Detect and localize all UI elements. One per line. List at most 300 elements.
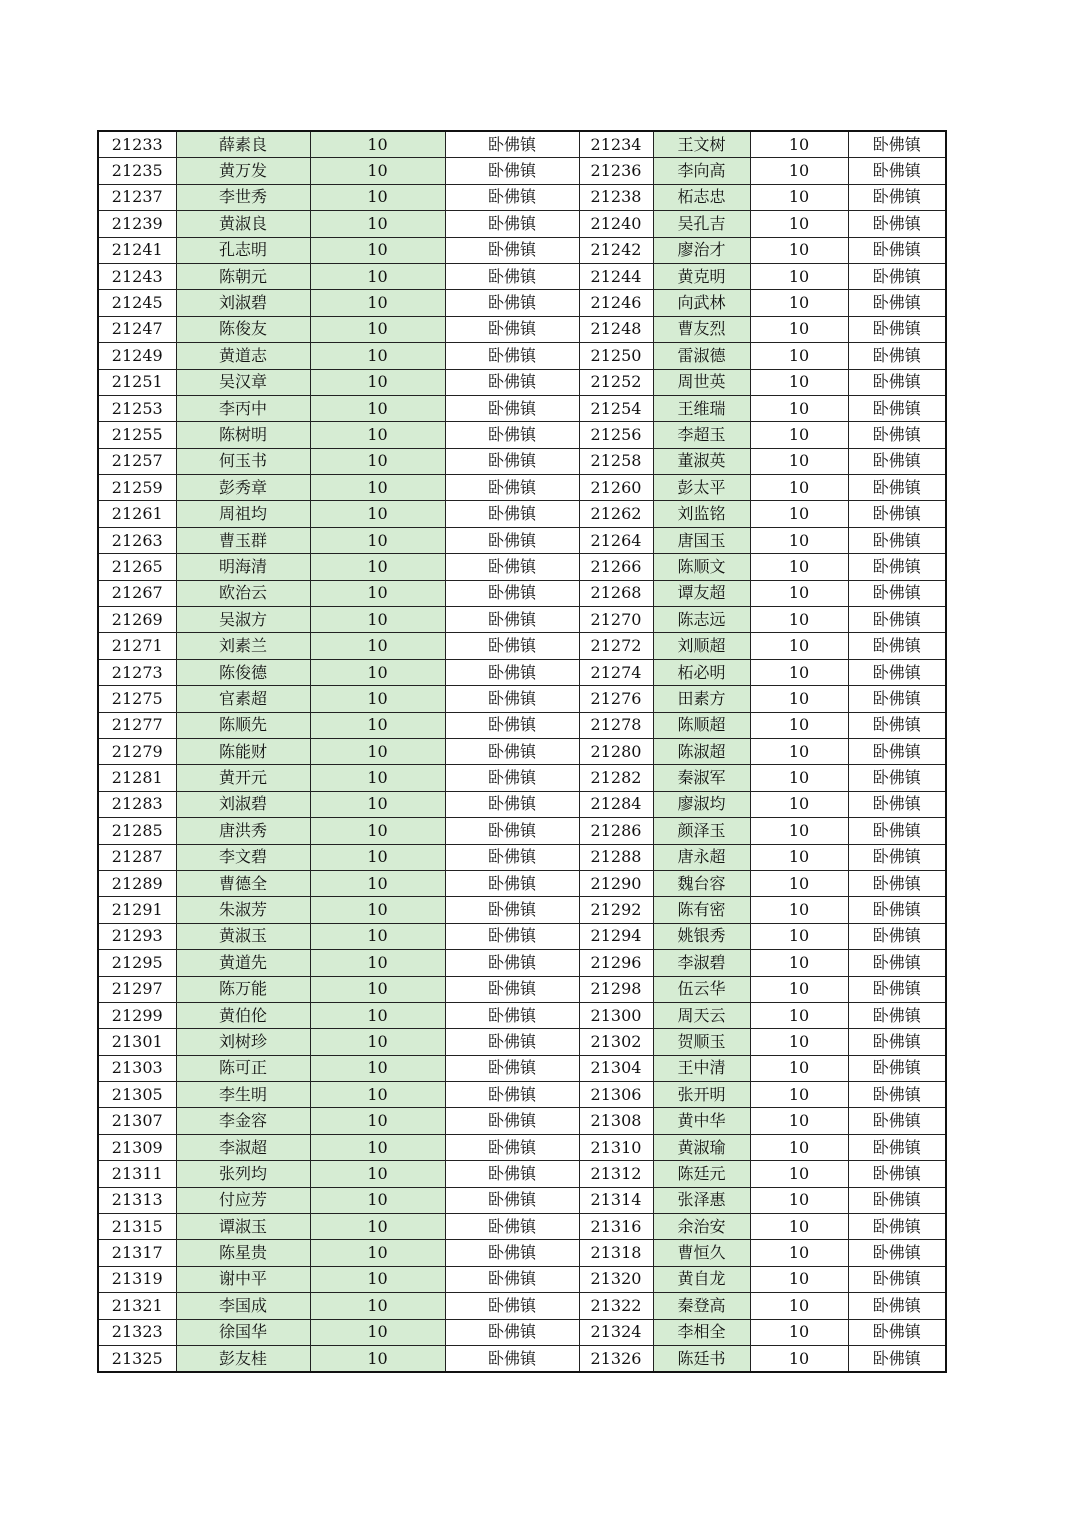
town-cell: 卧佛镇 [445,897,579,923]
name-cell: 吴淑方 [176,607,310,633]
id-cell: 21301 [98,1029,176,1055]
id-cell: 21233 [98,131,176,158]
name-cell: 黄自龙 [653,1266,750,1292]
count-cell: 10 [310,765,445,791]
name-cell: 李淑超 [176,1134,310,1160]
roster-table [97,130,947,1373]
table-row [98,448,946,474]
name-cell: 张泽惠 [653,1187,750,1213]
count-cell: 10 [750,633,848,659]
town-cell: 卧佛镇 [848,818,946,844]
table-row [98,1187,946,1213]
name-cell: 谭友超 [653,580,750,606]
id-cell: 21305 [98,1082,176,1108]
name-cell: 王文树 [653,131,750,158]
id-cell: 21309 [98,1134,176,1160]
name-cell: 刘顺超 [653,633,750,659]
id-cell: 21245 [98,290,176,316]
table-row [98,1214,946,1240]
id-cell: 21241 [98,237,176,263]
town-cell: 卧佛镇 [848,633,946,659]
name-cell: 周天云 [653,1002,750,1028]
count-cell: 10 [750,263,848,289]
town-cell: 卧佛镇 [848,1055,946,1081]
count-cell: 10 [310,1134,445,1160]
count-cell: 10 [310,343,445,369]
id-cell: 21294 [579,923,653,949]
town-cell: 卧佛镇 [445,1082,579,1108]
id-cell: 21303 [98,1055,176,1081]
name-cell: 陈可正 [176,1055,310,1081]
town-cell: 卧佛镇 [848,1029,946,1055]
id-cell: 21247 [98,316,176,342]
id-cell: 21323 [98,1319,176,1345]
count-cell: 10 [310,501,445,527]
count-cell: 10 [750,897,848,923]
town-cell: 卧佛镇 [445,1002,579,1028]
count-cell: 10 [310,870,445,896]
town-cell: 卧佛镇 [848,686,946,712]
id-cell: 21317 [98,1240,176,1266]
town-cell: 卧佛镇 [445,422,579,448]
count-cell: 10 [750,1187,848,1213]
count-cell: 10 [310,1108,445,1134]
name-cell: 周祖均 [176,501,310,527]
name-cell: 陈俊友 [176,316,310,342]
table-row [98,765,946,791]
count-cell: 10 [750,1029,848,1055]
name-cell: 颜泽玉 [653,818,750,844]
town-cell: 卧佛镇 [445,738,579,764]
table-row [98,422,946,448]
count-cell: 10 [750,1214,848,1240]
name-cell: 张开明 [653,1082,750,1108]
town-cell: 卧佛镇 [848,475,946,501]
town-cell: 卧佛镇 [445,1108,579,1134]
town-cell: 卧佛镇 [445,870,579,896]
id-cell: 21249 [98,343,176,369]
town-cell: 卧佛镇 [848,501,946,527]
count-cell: 10 [310,211,445,237]
id-cell: 21244 [579,263,653,289]
name-cell: 付应芳 [176,1187,310,1213]
count-cell: 10 [750,158,848,184]
table-row [98,897,946,923]
table-row [98,501,946,527]
id-cell: 21314 [579,1187,653,1213]
name-cell: 黄伯伦 [176,1002,310,1028]
town-cell: 卧佛镇 [848,870,946,896]
town-cell: 卧佛镇 [848,1214,946,1240]
town-cell: 卧佛镇 [445,1345,579,1372]
count-cell: 10 [310,290,445,316]
id-cell: 21318 [579,1240,653,1266]
town-cell: 卧佛镇 [445,633,579,659]
town-cell: 卧佛镇 [445,501,579,527]
count-cell: 10 [750,1002,848,1028]
count-cell: 10 [750,870,848,896]
name-cell: 曹恒久 [653,1240,750,1266]
id-cell: 21274 [579,659,653,685]
name-cell: 李生明 [176,1082,310,1108]
town-cell: 卧佛镇 [445,448,579,474]
id-cell: 21281 [98,765,176,791]
name-cell: 曹玉群 [176,527,310,553]
count-cell: 10 [310,580,445,606]
town-cell: 卧佛镇 [445,712,579,738]
id-cell: 21293 [98,923,176,949]
id-cell: 21319 [98,1266,176,1292]
name-cell: 陈廷书 [653,1345,750,1372]
count-cell: 10 [750,686,848,712]
id-cell: 21298 [579,976,653,1002]
count-cell: 10 [750,184,848,210]
count-cell: 10 [750,1108,848,1134]
id-cell: 21243 [98,263,176,289]
id-cell: 21237 [98,184,176,210]
count-cell: 10 [310,1002,445,1028]
id-cell: 21282 [579,765,653,791]
count-cell: 10 [750,211,848,237]
id-cell: 21253 [98,395,176,421]
name-cell: 王维瑞 [653,395,750,421]
name-cell: 李世秀 [176,184,310,210]
town-cell: 卧佛镇 [848,1002,946,1028]
id-cell: 21289 [98,870,176,896]
town-cell: 卧佛镇 [445,237,579,263]
name-cell: 魏台容 [653,870,750,896]
id-cell: 21277 [98,712,176,738]
name-cell: 向武林 [653,290,750,316]
id-cell: 21242 [579,237,653,263]
town-cell: 卧佛镇 [848,976,946,1002]
town-cell: 卧佛镇 [848,1319,946,1345]
id-cell: 21263 [98,527,176,553]
id-cell: 21240 [579,211,653,237]
count-cell: 10 [750,131,848,158]
table-row [98,1055,946,1081]
table-row [98,1002,946,1028]
town-cell: 卧佛镇 [445,316,579,342]
town-cell: 卧佛镇 [848,316,946,342]
town-cell: 卧佛镇 [445,131,579,158]
id-cell: 21251 [98,369,176,395]
id-cell: 21262 [579,501,653,527]
id-cell: 21284 [579,791,653,817]
town-cell: 卧佛镇 [445,976,579,1002]
town-cell: 卧佛镇 [445,765,579,791]
town-cell: 卧佛镇 [848,1082,946,1108]
town-cell: 卧佛镇 [848,791,946,817]
town-cell: 卧佛镇 [848,580,946,606]
table-row [98,263,946,289]
town-cell: 卧佛镇 [848,712,946,738]
name-cell: 陈俊德 [176,659,310,685]
town-cell: 卧佛镇 [848,158,946,184]
id-cell: 21275 [98,686,176,712]
count-cell: 10 [310,422,445,448]
name-cell: 田素方 [653,686,750,712]
count-cell: 10 [750,343,848,369]
name-cell: 黄开元 [176,765,310,791]
name-cell: 刘树珍 [176,1029,310,1055]
table-row [98,1161,946,1187]
town-cell: 卧佛镇 [445,1187,579,1213]
town-cell: 卧佛镇 [445,395,579,421]
id-cell: 21234 [579,131,653,158]
name-cell: 朱淑芳 [176,897,310,923]
id-cell: 21295 [98,950,176,976]
town-cell: 卧佛镇 [445,475,579,501]
name-cell: 唐永超 [653,844,750,870]
town-cell: 卧佛镇 [445,686,579,712]
table-row [98,844,946,870]
table-row [98,659,946,685]
name-cell: 李丙中 [176,395,310,421]
name-cell: 刘淑碧 [176,290,310,316]
town-cell: 卧佛镇 [445,343,579,369]
id-cell: 21302 [579,1029,653,1055]
table-row [98,686,946,712]
name-cell: 官素超 [176,686,310,712]
table-row [98,607,946,633]
town-cell: 卧佛镇 [848,237,946,263]
name-cell: 黄道志 [176,343,310,369]
name-cell: 陈朝元 [176,263,310,289]
name-cell: 明海清 [176,554,310,580]
name-cell: 黄淑玉 [176,923,310,949]
town-cell: 卧佛镇 [445,1029,579,1055]
count-cell: 10 [750,712,848,738]
count-cell: 10 [750,1082,848,1108]
town-cell: 卧佛镇 [445,1161,579,1187]
name-cell: 廖淑均 [653,791,750,817]
name-cell: 黄道先 [176,950,310,976]
id-cell: 21276 [579,686,653,712]
name-cell: 陈廷元 [653,1161,750,1187]
name-cell: 黄万发 [176,158,310,184]
id-cell: 21265 [98,554,176,580]
count-cell: 10 [750,844,848,870]
name-cell: 贺顺玉 [653,1029,750,1055]
name-cell: 陈顺先 [176,712,310,738]
town-cell: 卧佛镇 [848,1266,946,1292]
name-cell: 刘监铭 [653,501,750,527]
id-cell: 21315 [98,1214,176,1240]
table-row [98,1240,946,1266]
id-cell: 21311 [98,1161,176,1187]
id-cell: 21268 [579,580,653,606]
name-cell: 吴孔吉 [653,211,750,237]
name-cell: 黄中华 [653,1108,750,1134]
name-cell: 刘淑碧 [176,791,310,817]
town-cell: 卧佛镇 [848,1345,946,1372]
id-cell: 21256 [579,422,653,448]
table-row [98,395,946,421]
count-cell: 10 [750,554,848,580]
town-cell: 卧佛镇 [848,897,946,923]
id-cell: 21259 [98,475,176,501]
count-cell: 10 [750,422,848,448]
table-row [98,237,946,263]
town-cell: 卧佛镇 [445,158,579,184]
id-cell: 21266 [579,554,653,580]
name-cell: 黄淑良 [176,211,310,237]
name-cell: 刘素兰 [176,633,310,659]
table-row [98,633,946,659]
table-row [98,870,946,896]
id-cell: 21252 [579,369,653,395]
id-cell: 21257 [98,448,176,474]
table-row [98,791,946,817]
table-row [98,343,946,369]
name-cell: 徐国华 [176,1319,310,1345]
table-row [98,1266,946,1292]
town-cell: 卧佛镇 [445,1055,579,1081]
name-cell: 孔志明 [176,237,310,263]
id-cell: 21269 [98,607,176,633]
roster-table-body [98,131,946,1372]
id-cell: 21320 [579,1266,653,1292]
table-row [98,1082,946,1108]
town-cell: 卧佛镇 [445,527,579,553]
id-cell: 21287 [98,844,176,870]
count-cell: 10 [750,1293,848,1319]
name-cell: 周世英 [653,369,750,395]
id-cell: 21273 [98,659,176,685]
name-cell: 陈有密 [653,897,750,923]
town-cell: 卧佛镇 [848,290,946,316]
town-cell: 卧佛镇 [445,844,579,870]
count-cell: 10 [310,712,445,738]
count-cell: 10 [310,686,445,712]
name-cell: 唐洪秀 [176,818,310,844]
count-cell: 10 [310,263,445,289]
town-cell: 卧佛镇 [445,211,579,237]
id-cell: 21308 [579,1108,653,1134]
name-cell: 秦登高 [653,1293,750,1319]
count-cell: 10 [750,369,848,395]
town-cell: 卧佛镇 [445,1293,579,1319]
id-cell: 21326 [579,1345,653,1372]
name-cell: 李文碧 [176,844,310,870]
count-cell: 10 [310,1319,445,1345]
name-cell: 张列均 [176,1161,310,1187]
id-cell: 21304 [579,1055,653,1081]
table-row [98,818,946,844]
name-cell: 雷淑德 [653,343,750,369]
count-cell: 10 [310,607,445,633]
table-row [98,580,946,606]
town-cell: 卧佛镇 [445,659,579,685]
count-cell: 10 [750,1055,848,1081]
name-cell: 柘志忠 [653,184,750,210]
id-cell: 21278 [579,712,653,738]
id-cell: 21292 [579,897,653,923]
town-cell: 卧佛镇 [848,1161,946,1187]
count-cell: 10 [750,1319,848,1345]
count-cell: 10 [310,448,445,474]
table-row [98,211,946,237]
name-cell: 唐国玉 [653,527,750,553]
name-cell: 陈星贵 [176,1240,310,1266]
table-row [98,950,946,976]
town-cell: 卧佛镇 [445,950,579,976]
name-cell: 谭淑玉 [176,1214,310,1240]
count-cell: 10 [750,1266,848,1292]
town-cell: 卧佛镇 [445,263,579,289]
table-row [98,184,946,210]
count-cell: 10 [750,475,848,501]
id-cell: 21236 [579,158,653,184]
count-cell: 10 [310,633,445,659]
name-cell: 余治安 [653,1214,750,1240]
table-row [98,976,946,1002]
id-cell: 21255 [98,422,176,448]
town-cell: 卧佛镇 [848,765,946,791]
count-cell: 10 [310,475,445,501]
name-cell: 秦淑军 [653,765,750,791]
name-cell: 陈树明 [176,422,310,448]
town-cell: 卧佛镇 [848,1187,946,1213]
id-cell: 21299 [98,1002,176,1028]
id-cell: 21254 [579,395,653,421]
id-cell: 21325 [98,1345,176,1372]
count-cell: 10 [750,738,848,764]
id-cell: 21238 [579,184,653,210]
town-cell: 卧佛镇 [848,131,946,158]
name-cell: 李超玉 [653,422,750,448]
id-cell: 21296 [579,950,653,976]
count-cell: 10 [310,316,445,342]
id-cell: 21267 [98,580,176,606]
id-cell: 21310 [579,1134,653,1160]
id-cell: 21322 [579,1293,653,1319]
table-row [98,1134,946,1160]
table-row [98,369,946,395]
name-cell: 彭秀章 [176,475,310,501]
town-cell: 卧佛镇 [445,369,579,395]
id-cell: 21258 [579,448,653,474]
count-cell: 10 [750,923,848,949]
name-cell: 姚银秀 [653,923,750,949]
count-cell: 10 [750,527,848,553]
table-row [98,131,946,158]
table-row [98,712,946,738]
town-cell: 卧佛镇 [445,791,579,817]
town-cell: 卧佛镇 [848,738,946,764]
name-cell: 黄克明 [653,263,750,289]
name-cell: 王中清 [653,1055,750,1081]
count-cell: 10 [310,1266,445,1292]
count-cell: 10 [310,791,445,817]
town-cell: 卧佛镇 [848,659,946,685]
town-cell: 卧佛镇 [445,923,579,949]
name-cell: 彭太平 [653,475,750,501]
table-row [98,554,946,580]
id-cell: 21316 [579,1214,653,1240]
id-cell: 21283 [98,791,176,817]
town-cell: 卧佛镇 [445,184,579,210]
town-cell: 卧佛镇 [848,395,946,421]
count-cell: 10 [310,1187,445,1213]
town-cell: 卧佛镇 [445,818,579,844]
name-cell: 陈顺超 [653,712,750,738]
count-cell: 10 [750,395,848,421]
id-cell: 21271 [98,633,176,659]
count-cell: 10 [310,1240,445,1266]
table-row [98,290,946,316]
